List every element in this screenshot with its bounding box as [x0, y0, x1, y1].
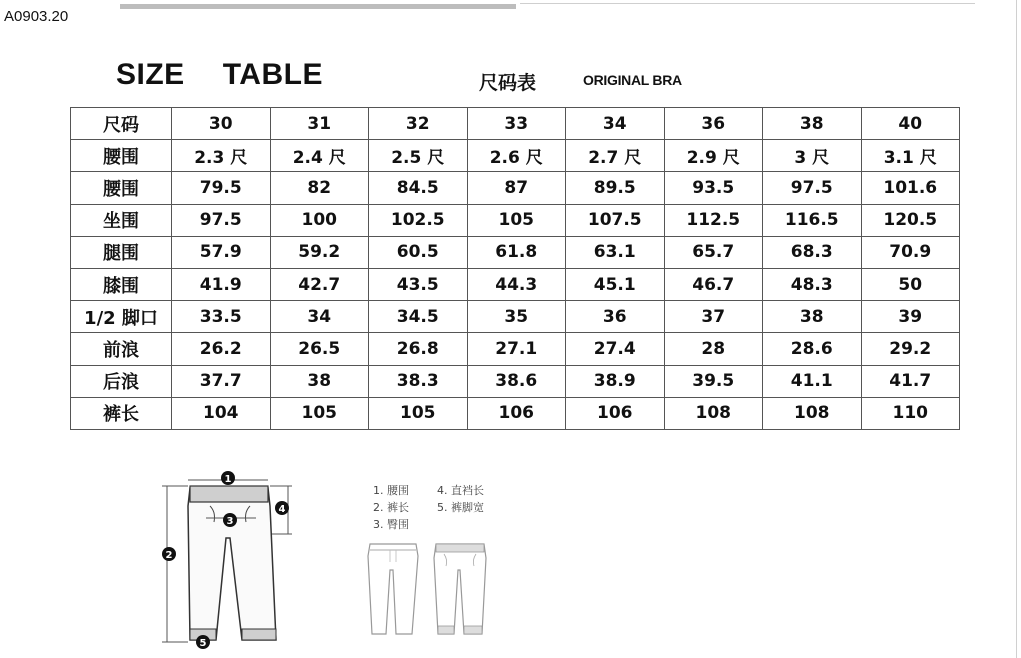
size-table-row	[71, 301, 960, 333]
size-value-cell: 38.3	[369, 365, 468, 397]
size-value-cell: 70.9	[861, 236, 960, 268]
row-label-cell: 腿围	[71, 236, 172, 268]
size-value-cell: 2.3 尺	[172, 140, 271, 172]
size-value-cell: 27.4	[566, 333, 665, 365]
size-value-cell: 28	[664, 333, 763, 365]
size-value-cell: 97.5	[172, 204, 271, 236]
size-value-cell: 65.7	[664, 236, 763, 268]
size-value-cell: 93.5	[664, 172, 763, 204]
size-value-cell: 61.8	[467, 236, 566, 268]
product-code: A0903.20	[4, 8, 69, 25]
size-value-cell: 38.6	[467, 365, 566, 397]
top-scroll-bar	[120, 4, 516, 9]
size-value-cell: 32	[369, 108, 468, 140]
row-label-cell: 腰围	[71, 172, 172, 204]
size-value-cell: 105	[369, 397, 468, 429]
size-value-cell: 36	[664, 108, 763, 140]
size-value-cell: 79.5	[172, 172, 271, 204]
size-value-cell: 26.8	[369, 333, 468, 365]
size-value-cell: 100	[270, 204, 369, 236]
svg-text:4: 4	[278, 504, 286, 515]
size-value-cell: 29.2	[861, 333, 960, 365]
legend-item-1: 1. 腰围	[373, 484, 409, 497]
waistband	[190, 486, 268, 502]
svg-text:2: 2	[165, 550, 173, 561]
pants-sketch-back	[434, 544, 486, 634]
subtitle-chinese: 尺码表	[479, 72, 537, 94]
size-value-cell: 42.7	[270, 268, 369, 300]
size-value-cell: 26.5	[270, 333, 369, 365]
size-table-title	[116, 58, 323, 92]
size-value-cell: 2.4 尺	[270, 140, 369, 172]
size-value-cell: 105	[270, 397, 369, 429]
size-value-cell: 35	[467, 301, 566, 333]
title-word-size: SIZE	[116, 58, 185, 91]
size-value-cell: 89.5	[566, 172, 665, 204]
size-value-cell: 104	[172, 397, 271, 429]
size-value-cell: 33	[467, 108, 566, 140]
size-value-cell: 30	[172, 108, 271, 140]
size-value-cell: 120.5	[861, 204, 960, 236]
size-value-cell: 3.1 尺	[861, 140, 960, 172]
size-value-cell: 82	[270, 172, 369, 204]
size-value-cell: 39.5	[664, 365, 763, 397]
right-cuff	[242, 629, 276, 640]
size-value-cell: 60.5	[369, 236, 468, 268]
size-value-cell: 116.5	[763, 204, 862, 236]
size-value-cell: 68.3	[763, 236, 862, 268]
size-value-cell: 108	[763, 397, 862, 429]
size-value-cell: 2.5 尺	[369, 140, 468, 172]
pants-sketch-front	[368, 544, 418, 634]
size-table-row	[71, 204, 960, 236]
size-value-cell: 34	[270, 301, 369, 333]
size-value-cell: 41.1	[763, 365, 862, 397]
marker-3	[223, 513, 237, 527]
size-value-cell: 105	[467, 204, 566, 236]
pants-sketch-pair	[360, 478, 520, 658]
size-value-cell: 43.5	[369, 268, 468, 300]
marker-1	[221, 471, 235, 485]
subtitle-english: ORIGINAL BRA	[583, 72, 682, 88]
legend-item-4: 4. 直裆长	[437, 484, 484, 497]
svg-text:1: 1	[224, 474, 232, 485]
row-label-cell: 腰围	[71, 140, 172, 172]
size-value-cell: 110	[861, 397, 960, 429]
size-value-cell: 27.1	[467, 333, 566, 365]
legend-item-5: 5. 裤脚宽	[437, 501, 484, 514]
size-value-cell: 106	[566, 397, 665, 429]
size-value-cell: 2.6 尺	[467, 140, 566, 172]
size-value-cell: 33.5	[172, 301, 271, 333]
size-value-cell: 37	[664, 301, 763, 333]
row-label-cell: 前浪	[71, 333, 172, 365]
size-value-cell: 45.1	[566, 268, 665, 300]
size-value-cell: 41.9	[172, 268, 271, 300]
row-label-cell: 膝围	[71, 268, 172, 300]
legend-item-2: 2. 裤长	[373, 501, 409, 514]
size-value-cell: 37.7	[172, 365, 271, 397]
size-value-cell: 63.1	[566, 236, 665, 268]
size-header-row	[71, 108, 960, 140]
pants-outline	[188, 488, 276, 640]
size-value-cell: 3 尺	[763, 140, 862, 172]
size-value-cell: 38	[270, 365, 369, 397]
size-value-cell: 31	[270, 108, 369, 140]
size-value-cell: 2.7 尺	[566, 140, 665, 172]
row-label-cell: 1/2 脚口	[71, 301, 172, 333]
size-value-cell: 59.2	[270, 236, 369, 268]
size-table-row	[71, 140, 960, 172]
size-value-cell: 34.5	[369, 301, 468, 333]
marker-2	[162, 547, 176, 561]
size-value-cell: 106	[467, 397, 566, 429]
size-table	[70, 107, 960, 430]
size-value-cell: 38	[763, 108, 862, 140]
size-value-cell: 40	[861, 108, 960, 140]
size-value-cell: 38.9	[566, 365, 665, 397]
size-value-cell: 97.5	[763, 172, 862, 204]
size-value-cell: 84.5	[369, 172, 468, 204]
size-value-cell: 87	[467, 172, 566, 204]
size-table-row	[71, 268, 960, 300]
row-label-cell: 后浪	[71, 365, 172, 397]
size-value-cell: 2.9 尺	[664, 140, 763, 172]
size-value-cell: 102.5	[369, 204, 468, 236]
size-table-row	[71, 397, 960, 429]
size-value-cell: 39	[861, 301, 960, 333]
size-value-cell: 28.6	[763, 333, 862, 365]
size-value-cell: 50	[861, 268, 960, 300]
size-value-cell: 108	[664, 397, 763, 429]
size-value-cell: 112.5	[664, 204, 763, 236]
size-value-cell: 38	[763, 301, 862, 333]
marker-5	[196, 635, 210, 649]
size-value-cell: 46.7	[664, 268, 763, 300]
size-value-cell: 48.3	[763, 268, 862, 300]
legend-item-3: 3. 臀围	[373, 518, 409, 531]
row-label-cell: 坐围	[71, 204, 172, 236]
size-value-cell: 26.2	[172, 333, 271, 365]
size-table-row	[71, 236, 960, 268]
row-label-cell: 裤长	[71, 397, 172, 429]
size-table-row	[71, 333, 960, 365]
marker-4	[275, 501, 289, 515]
svg-text:5: 5	[199, 638, 207, 649]
size-value-cell: 107.5	[566, 204, 665, 236]
pants-measurement-diagram	[150, 466, 310, 658]
size-value-cell: 34	[566, 108, 665, 140]
size-value-cell: 36	[566, 301, 665, 333]
row-label-cell: 尺码	[71, 108, 172, 140]
size-value-cell: 101.6	[861, 172, 960, 204]
title-word-table: TABLE	[222, 58, 323, 91]
size-table-row	[71, 172, 960, 204]
top-divider-line	[520, 3, 975, 4]
right-edge-line	[1016, 0, 1017, 658]
size-value-cell: 57.9	[172, 236, 271, 268]
svg-text:3: 3	[226, 516, 234, 527]
size-table-row	[71, 365, 960, 397]
size-value-cell: 44.3	[467, 268, 566, 300]
size-value-cell: 41.7	[861, 365, 960, 397]
